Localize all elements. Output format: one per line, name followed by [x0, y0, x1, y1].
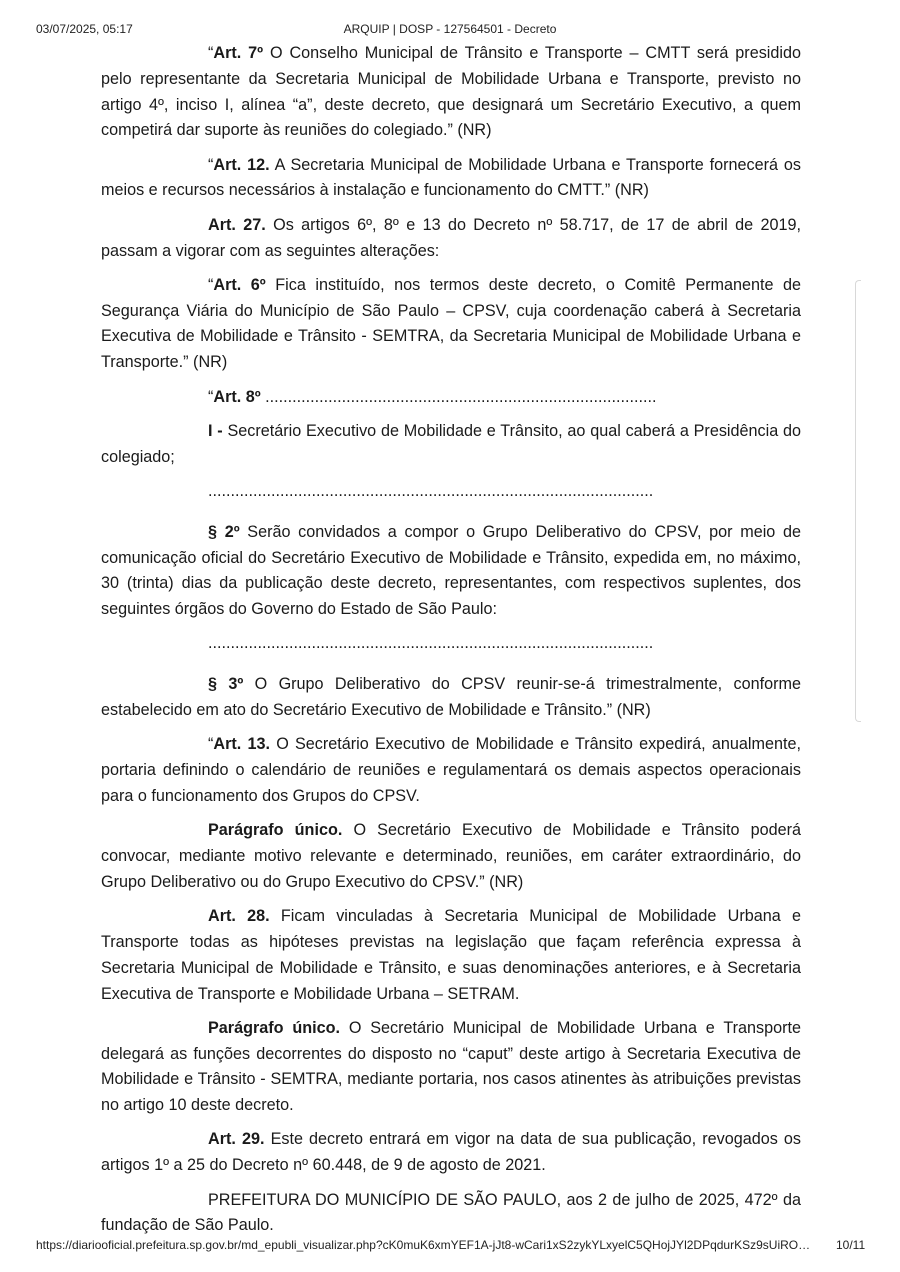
- paragraph-text: Os artigos 6º, 8º e 13 do Decreto nº 58.717, de 17 de abril de 2019, passam a vigorar com as seguintes alterações:: [101, 215, 801, 260]
- paragraph-art-13: “Art. 13. O Secretário Executivo de Mobilidade e Trânsito expedirá, anualmente, portaria definindo o calendário de reuniões e regulamentará os demais aspectos operacionais para o funcionamento dos Grupos do CPSV.: [101, 735, 801, 805]
- paragraph-art-28: [101, 904, 801, 1007]
- article-heading: Art. 8º: [213, 387, 261, 406]
- print-footer: [0, 1238, 900, 1254]
- paragraph-art-7: “Art. 7º O Conselho Municipal de Trânsito e Transporte – CMTT será presidido pelo representante da Secretaria Municipal de Mobilidade Urbana e Transporte, previsto no artigo 4º, inciso I, alínea “a”, deste decreto, que designará um Secretário Executivo, a quem competirá dar suporte às reuniões do colegiado.” (NR): [101, 44, 801, 140]
- paragraph-unico-art-28: [101, 1016, 801, 1119]
- paragraph-heading: § 3º: [208, 675, 244, 694]
- print-header: [0, 22, 900, 38]
- paragraph-text: O Grupo Deliberativo do CPSV reunir-se-á trimestralmente, conforme estabelecido em ato do Secretário Executivo de Mobilidade e Trânsito.” (NR): [101, 675, 802, 720]
- article-heading: Art. 27.: [208, 215, 266, 234]
- paragraph-art-8: “Art. 8º .......................................................................................: [208, 387, 657, 406]
- paragraph-text: Ficam vinculadas à Secretaria Municipal de Mobilidade Urbana e Transporte todas as hipóteses previstas na legislação que façam referência expressa à Secretaria Municipal de Mobilidade e Trânsito, e suas denominações anteriores, e à Secretaria Executiva de Transporte e Mobilidade Urbana – SETRAM.: [101, 907, 801, 1003]
- page-url: https://diariooficial.prefeitura.sp.gov.br/md_epubli_visualizar.php?cK0muK6xmYEF1A-jJt8-wCari1xS2zykYLxyelC5QHojJYl2DPqdurKSz9sUiRO…: [36, 1238, 811, 1252]
- paragraph-art-27: [101, 213, 801, 265]
- document-body: [101, 41, 801, 1248]
- paragraph-text: A Secretaria Municipal de Mobilidade Urbana e Transporte fornecerá os meios e recursos necessários à instalação e funcionamento do CMTT.” (NR): [101, 155, 801, 200]
- print-datetime: 03/07/2025, 05:17: [36, 22, 133, 36]
- paragraph-text: Fica instituído, nos termos deste decreto, o Comitê Permanente de Segurança Viária do Município de São Paulo – CPSV, cuja coordenação caberá à Secretaria Executiva de Mobilidade e Trânsito - SEMTRA, da Secretaria Municipal de Mobilidade Urbana e Transporte.” (NR): [101, 275, 801, 372]
- scrollbar-track[interactable]: [855, 280, 861, 722]
- article-heading: Art. 6º: [213, 275, 266, 294]
- paragraph-text: Este decreto entrará em vigor na data de sua publicação, revogados os artigos 1º a 25 do Decreto nº 60.448, de 9 de agosto de 2021.: [101, 1130, 801, 1175]
- paragraph-par-2: [101, 520, 801, 623]
- paragraph-text: O Secretário Municipal de Mobilidade Urbana e Transporte delegará as funções decorrentes do disposto no “caput” deste artigo à Secretaria Executiva de Mobilidade e Trânsito - SEMTRA, mediante portaria, nos casos atinentes às atribuições previstas no artigo 10 deste decreto.: [101, 1018, 801, 1115]
- print-title: ARQUIP | DOSP - 127564501 - Decreto: [343, 22, 557, 36]
- paragraph-heading: Parágrafo único.: [208, 1018, 341, 1037]
- paragraph-art-12: “Art. 12. A Secretaria Municipal de Mobilidade Urbana e Transporte fornecerá os meios e recursos necessários à instalação e funcionamento do CMTT.” (NR): [101, 155, 801, 200]
- paragraph-text: .......................................................................................: [260, 387, 657, 406]
- omission-dots: ...................................................................................................: [208, 481, 654, 500]
- paragraph-inciso-i: [101, 419, 801, 471]
- closing-paragraph: PREFEITURA DO MUNICÍPIO DE SÃO PAULO, aos 2 de julho de 2025, 472º da fundação de São Paulo.: [101, 1190, 801, 1235]
- article-heading: Art. 28.: [208, 907, 270, 926]
- paragraph-text: Serão convidados a compor o Grupo Deliberativo do CPSV, por meio de comunicação oficial do Secretário Executivo de Mobilidade e Trânsito, expedida em, no máximo, 30 (trinta) dias da publicação deste decreto, representantes, com respectivos suplentes, dos seguintes órgãos do Governo do Estado de São Paulo:: [101, 522, 801, 619]
- paragraph-text: O Conselho Municipal de Trânsito e Transporte – CMTT será presidido pelo representante da Secretaria Municipal de Mobilidade Urbana e Transporte, previsto no artigo 4º, inciso I, alínea “a”, deste decreto, que designará um Secretário Executivo, a quem competirá dar suporte às reuniões do colegiado.” (NR): [101, 44, 801, 140]
- paragraph-unico-art-13: [101, 818, 801, 895]
- article-heading: Art. 7º: [213, 44, 264, 62]
- article-heading: Art. 29.: [208, 1130, 265, 1149]
- page-number: 10/11: [836, 1238, 866, 1252]
- paragraph-heading: § 2º: [208, 522, 240, 541]
- paragraph-par-3: [101, 672, 801, 724]
- paragraph-text: O Secretário Executivo de Mobilidade e Trânsito poderá convocar, mediante motivo relevante e determinado, reuniões, em caráter extraordinário, do Grupo Deliberativo ou do Grupo Executivo do CPSV.” (NR): [101, 821, 802, 891]
- paragraph-heading: Parágrafo único.: [208, 821, 343, 840]
- article-heading: Art. 13.: [213, 735, 270, 754]
- paragraph-text: Secretário Executivo de Mobilidade e Trânsito, ao qual caberá a Presidência do colegiado;: [101, 421, 801, 466]
- paragraph-art-6: “Art. 6º Fica instituído, nos termos deste decreto, o Comitê Permanente de Segurança Viária do Município de São Paulo – CPSV, cuja coordenação caberá à Secretaria Executiva de Mobilidade e Trânsito - SEMTRA, da Secretaria Municipal de Mobilidade Urbana e Transporte.” (NR): [101, 275, 801, 372]
- paragraph-art-29: [101, 1127, 801, 1179]
- article-heading: Art. 12.: [213, 155, 270, 174]
- inciso-heading: I -: [208, 421, 223, 440]
- paragraph-text: O Secretário Executivo de Mobilidade e Trânsito expedirá, anualmente, portaria definindo o calendário de reuniões e regulamentará os demais aspectos operacionais para o funcionamento dos Grupos do CPSV.: [101, 735, 801, 805]
- omission-dots: ...................................................................................................: [208, 634, 654, 653]
